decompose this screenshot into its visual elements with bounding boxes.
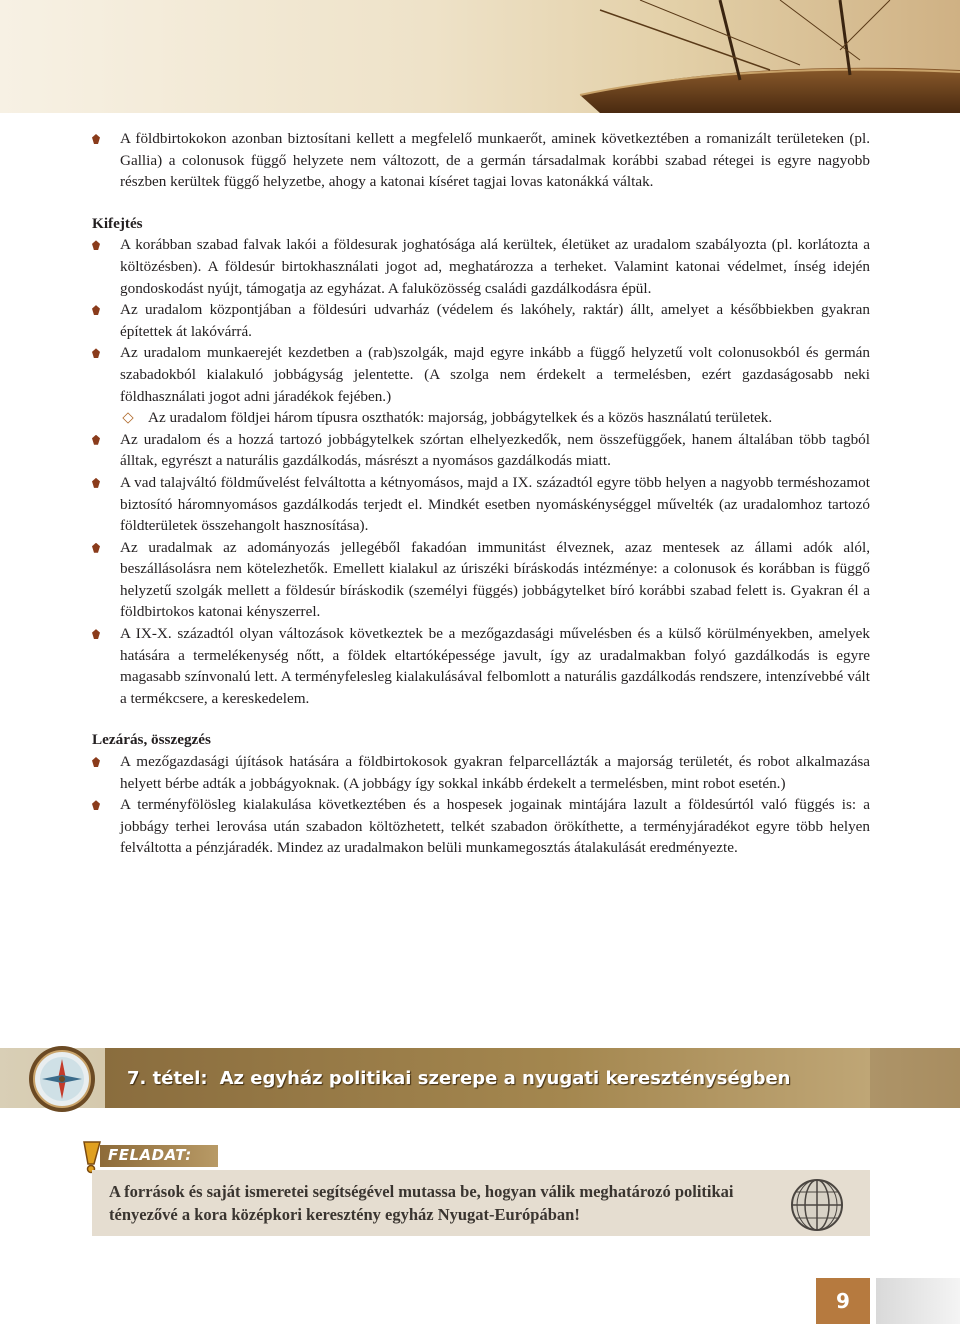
- topic-number: 7. tétel:: [127, 1068, 208, 1089]
- main-content: [92, 128, 870, 859]
- section-heading-kifejtes: Kifejtés: [92, 214, 143, 232]
- topic-title: [127, 1068, 790, 1089]
- list-item: A IX-X. századtól olyan változások következtek be a mezőgazdasági művelésben és a külső körülményekben, amelyek hatására a termelékenység nőtt, a földek eltartóképessége javult, így az uradalmakban folyó gazdálkodás is egyre magasabb színvonalú lett. A terményfelesleg kialakulásával felbomlott a naturális gazdálkodás rendszere, intenzívebbé vált a termékcsere, a kereskedelem.: [92, 623, 870, 709]
- ship-illustration: [540, 0, 960, 113]
- list-item: Az uradalmak az adományozás jellegéből fakadóan immunitást élveznek, azaz mentesek az állami adók alól, beszállásolásra nem kötelezhetők. Emellett kialakul az úriszéki bíráskodás intézménye: a colonusok és korábban is függő helyzetű szolgák mellett a földesúr bíráskodik (személyi függés) jobbágytelket bíró korábbi szabad felett is. Gyakran él a földbirtokos katonai kényszerrel.: [92, 537, 870, 623]
- topic-title-text: Az egyház politikai szerepe a nyugati kereszténységben: [219, 1068, 791, 1089]
- compass-icon: [24, 1043, 100, 1115]
- task-text: A források és saját ismeretei segítségével mutassa be, hogyan válik meghatározó politikai tényezővé a kora középkori keresztény egyház Nyugat-Európában!: [109, 1182, 734, 1224]
- list-item: A terményfölösleg kialakulása következtében és a hospesek jogainak mintájára lazult a földesúrtól való függés is: a jobbágy terhei lerovása után szabadon költözhetett, telkét szabadon örökíthette, a terményjáradékot egyre több helyen felváltotta a pénzjáradék. Mindez az uradalmakon belüli munkamegosztás átalakulását eredményezte.: [92, 794, 870, 859]
- intro-paragraph: A földbirtokokon azonban biztosítani kellett a megfelelő munkaerőt, aminek következtében a romanizált területeken (pl. Gallia) a colonusok függő helyzete nem változott, de a germán társadalmak korábbi szabad rétegei is egyre nagyobb részben kerültek függő helyzetbe, ahogy a katonai kíséret tagjai lovas katonákká váltak.: [92, 128, 870, 193]
- exclamation-icon: [78, 1140, 104, 1174]
- list-item: A korábban szabad falvak lakói a földesurak joghatósága alá kerültek, életüket az uradalom szabályozta (pl. korlátozta a költözésben). A földesúr birtokhasználati jogot ad, meghatározza a terheket. Valamint katonai védelmet, ínség idején gondoskodást nyújt, támogatja az egyházat. A faluközösség családi gazdálkodásra épül.: [92, 234, 870, 299]
- page-strip: [876, 1278, 960, 1324]
- globe-icon: [790, 1178, 844, 1232]
- list-item: A vad talajváltó földművelést felváltotta a kétnyomásos, majd a IX. századtól egyre több helyen a nagyobb terméshozamot biztosító háromnyomásos gazdálkodás terjedt el. Mindkét esetben nyomáskénységgel művelték (az uradalomhoz tartozó földterületek összehangolt hasznosítása).: [92, 472, 870, 537]
- header-banner: [0, 0, 960, 113]
- list-item: Az uradalom és a hozzá tartozó jobbágytelkek szórtan elhelyezkedők, nem összefüggőek, hanem általában több tagból álltak, egyrészt a naturális gazdálkodás, másrészt a nyomásos gazdálkodás miatt.: [92, 429, 870, 472]
- page-number: 9: [836, 1289, 850, 1313]
- list-item: Az uradalom munkaerejét kezdetben a (rab)szolgák, majd egyre inkább a függő helyzetű volt colonusokból és germán szabadokból kialakuló jobbágyság jelentette. (A szolga nem érdekelt a termelésben, ezért gazdaságosabb neki földhasználati jogot adni járadékok fejében.): [92, 342, 870, 407]
- list-item: Az uradalom központjában a földesúri udvarház (védelem és lakóhely, raktár) állt, amelyet a későbbiekben gyakran építettek át lakóvárrá.: [92, 299, 870, 342]
- section-heading-lezaras: Lezárás, összegzés: [92, 731, 211, 749]
- task-label: FELADAT:: [108, 1146, 192, 1164]
- list-item: A mezőgazdasági újítások hatására a földbirtokosok gyakran felparcellázták a majorság területét, és robot alkalmazása helyett bérbe adták a jobbágyoknak. (A jobbágy így sokkal inkább érdekelt a termelésben, mint robot esetén.): [92, 751, 870, 794]
- sub-list-item: Az uradalom földjei három típusra oszthatók: majorság, jobbágytelkek és a közös használatú területek.: [92, 407, 870, 429]
